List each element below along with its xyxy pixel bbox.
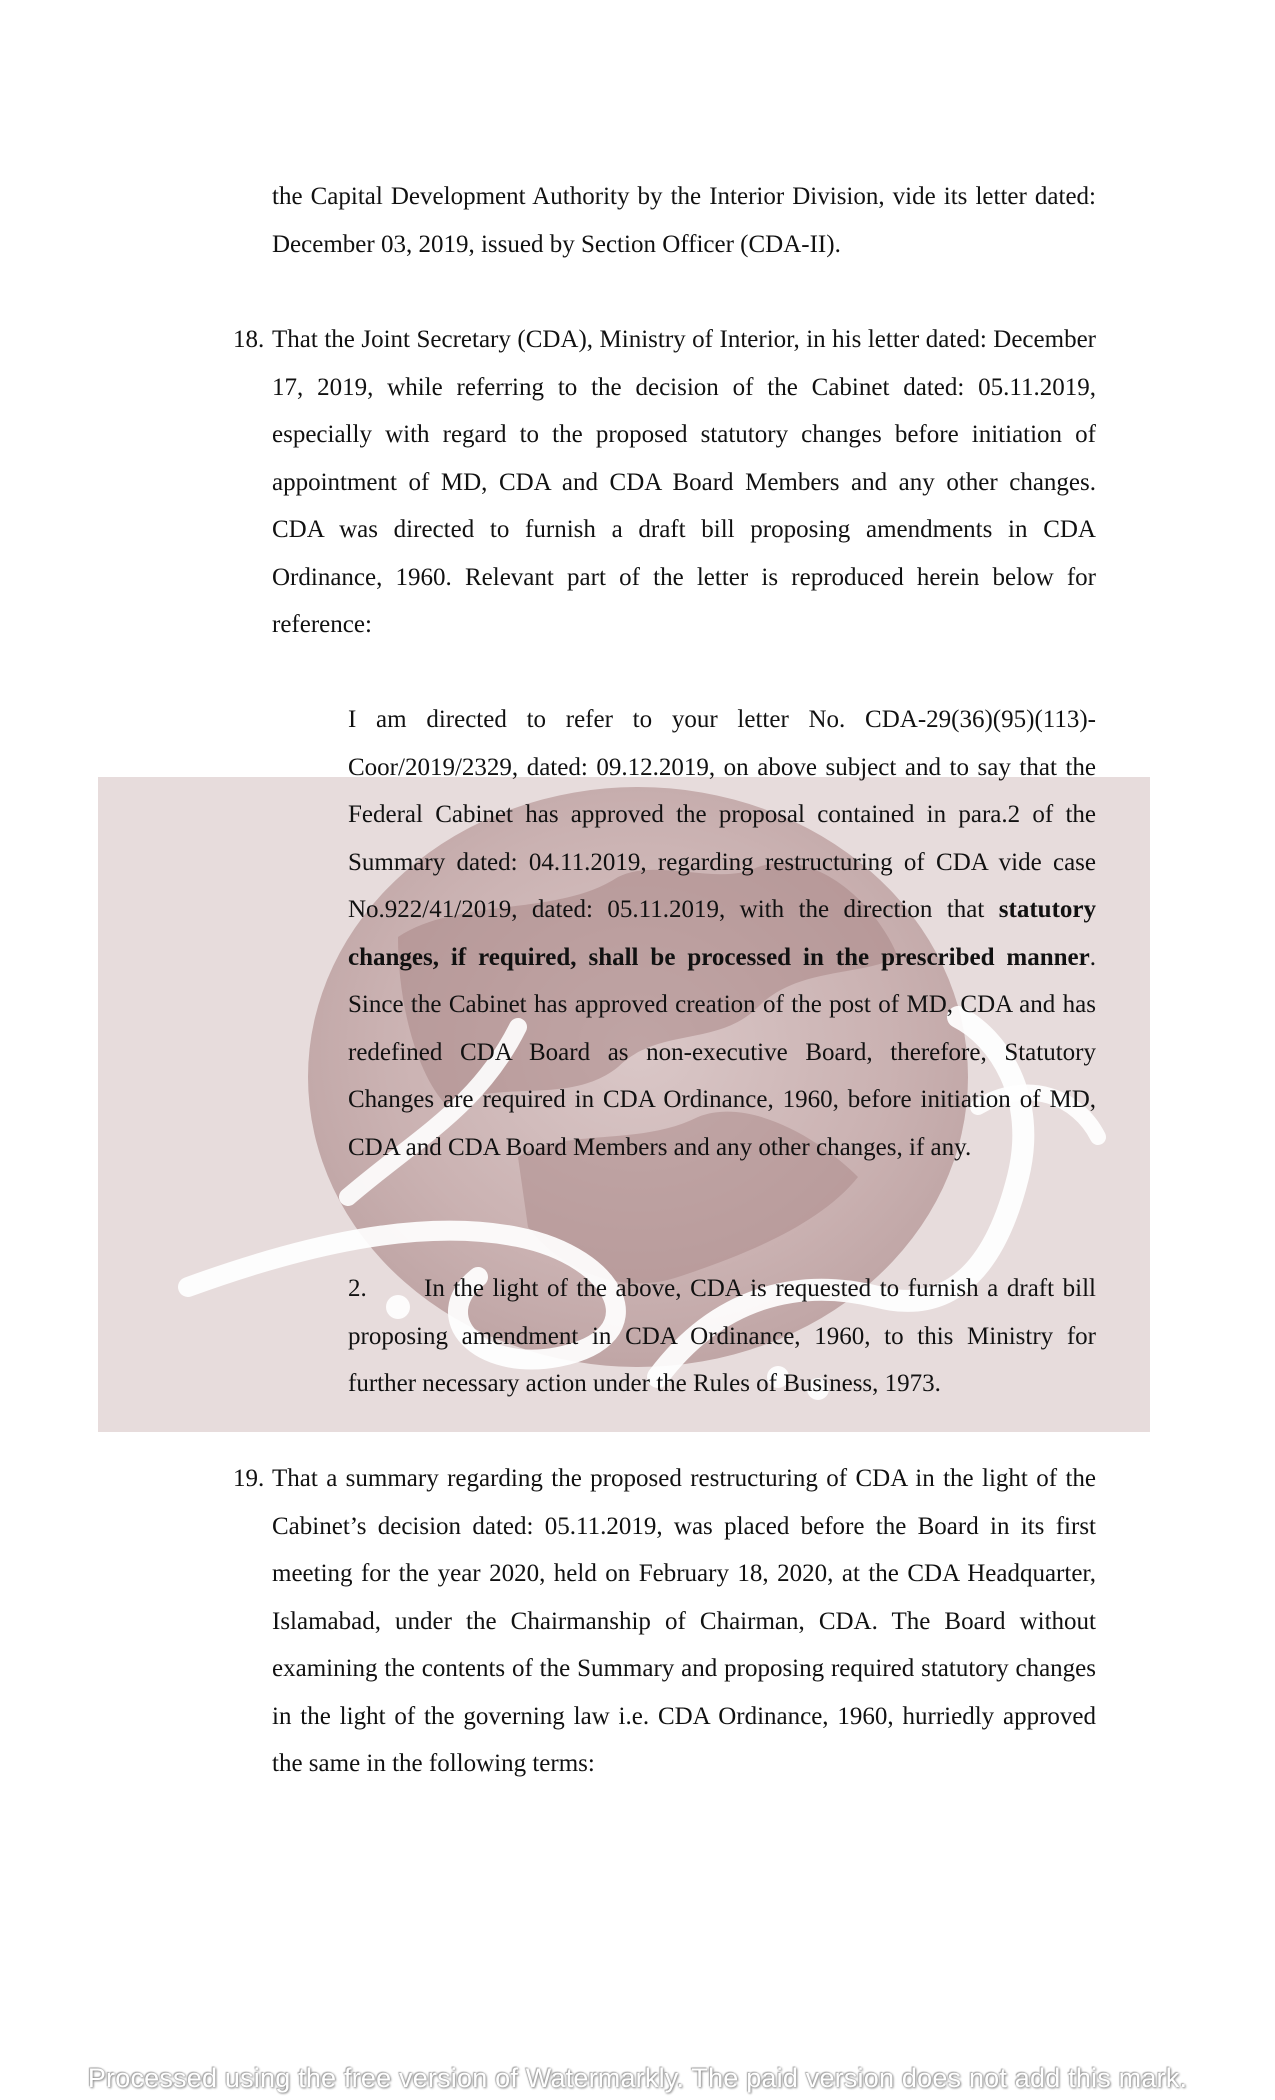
paragraph-17-continuation: the Capital Development Authority by the Interior Division, vide its letter dated: December 03, 2019, issued by Section Officer (CDA-II). — [272, 183, 1096, 258]
quoted-letter-paragraph-1 — [348, 696, 1096, 1171]
quote-bold-phrase: statutory changes, if required, shall be processed in the prescribed manner — [348, 896, 1096, 971]
quote-text-after: . Since the Cabinet has approved creation of the post of MD, CDA and has redefined CDA Board as non-executive Board, therefore, Statutory Changes are required in CDA Ordinance, 1960, before initiation of MD, CDA and CDA Board Members and any other changes, if any. — [348, 943, 1096, 1161]
paragraph-19-number: 19. — [233, 1465, 265, 1492]
paragraph-19-text: That a summary regarding the proposed restructuring of CDA in the light of the Cabinet’s decision dated: 05.11.2019, was placed before the Board in its first meeting for the year 2020, held on February 18, 2020, at the CDA Headquarter, Islamabad, under the Chairmanship of Chairman, CDA. The Board without examining the contents of the Summary and proposing required statutory changes in the light of the governing law i.e. CDA Ordinance, 1960, hurriedly approved the same in the following terms: — [272, 1465, 1096, 1777]
paragraph-18-number: 18. — [233, 326, 265, 353]
paragraph-18-text: That the Joint Secretary (CDA), Ministry of Interior, in his letter dated: December 17, 2019, while referring to the decision of the Cabinet dated: 05.11.2019, especially with regard to the proposed statutory changes before initiation of appointment of MD, CDA and CDA Board Members and any other changes. CDA was directed to furnish a draft bill proposing amendments in CDA Ordinance, 1960. Relevant part of the letter is reproduced herein below for reference: — [272, 326, 1096, 638]
footer-watermark-text: Processed using the free version of Watermarkly. The paid version does not add this mark. — [87, 2063, 1188, 2093]
quote-text-before: I am directed to refer to your letter No. CDA-29(36)(95)(113)-Coor/2019/2329, dated: 09.12.2019, on above subject and to say that the Federal Cabinet has approved the proposal contained in para.2 of the Summary dated: 04.11.2019, regarding restructuring of CDA vide case No.922/41/2019, dated: 05.11.2019, with the direction that — [348, 706, 1096, 923]
quote-paragraph-number: 2. — [348, 1275, 367, 1302]
quoted-letter-paragraph-2 — [348, 1265, 1096, 1408]
quote-paragraph-2-text: In the light of the above, CDA is requested to furnish a draft bill proposing amendment in CDA Ordinance, 1960, to this Ministry for further necessary action under the Rules of Business, 1973. — [348, 1275, 1096, 1397]
